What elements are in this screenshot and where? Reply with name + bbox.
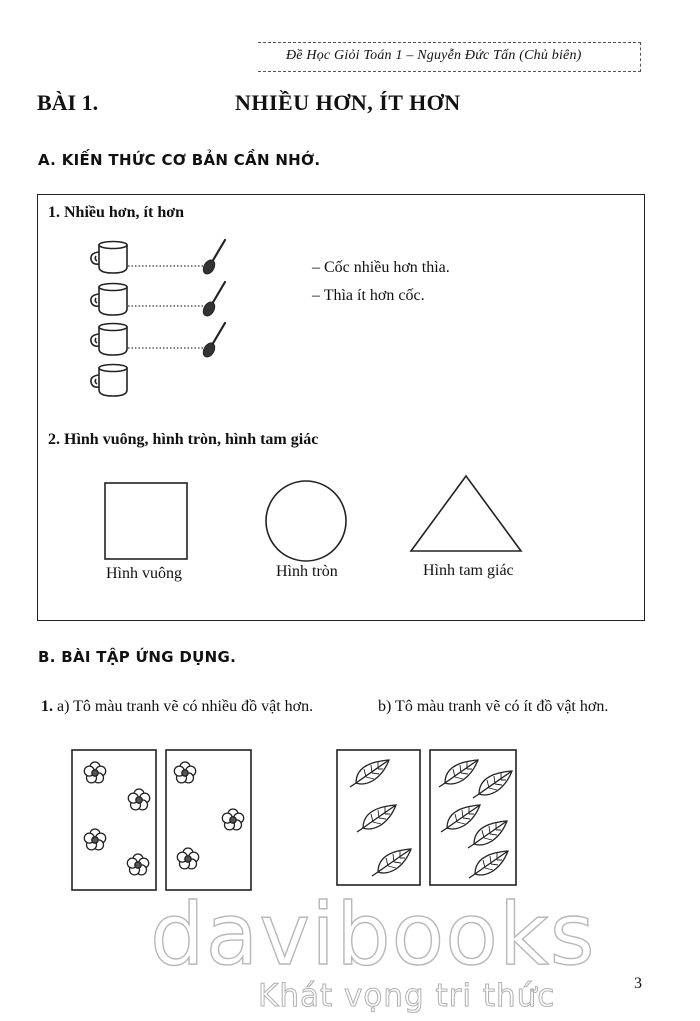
exercise1-number: 1. <box>41 698 53 715</box>
statement-more: – Cốc nhiều hơn thìa. <box>312 259 450 276</box>
exercise1-b-text: b) Tô màu tranh vẽ có ít đồ vật hơn. <box>378 698 609 715</box>
leaf-icon <box>350 760 389 787</box>
lesson-number: BÀI 1. <box>37 90 99 115</box>
cup-icon <box>91 242 127 274</box>
flower-icon <box>174 762 195 783</box>
cup-icon <box>91 284 127 316</box>
spoon-icon <box>201 323 225 359</box>
section-b-heading: B. BÀI TẬP ỨNG DỤNG. <box>38 648 237 666</box>
flower-icon <box>222 809 243 830</box>
flower-icon <box>128 789 149 810</box>
lesson-title: NHIỀU HƠN, ÍT HƠN <box>235 90 461 115</box>
leaf-icon <box>357 805 396 832</box>
section-a-heading: A. KIẾN THỨC CƠ BẢN CẦN NHỚ. <box>38 151 321 169</box>
circle-icon <box>266 481 346 561</box>
label-square: Hình vuông <box>106 565 182 582</box>
spoon-icon <box>201 282 225 318</box>
leaf-icon <box>473 771 512 798</box>
part2-heading: 2. Hình vuông, hình tròn, hình tam giác <box>48 431 319 448</box>
leaf-icon <box>469 851 508 878</box>
leaf-icon <box>468 821 507 848</box>
book-title-header: Đề Học Giỏi Toán 1 – Nguyễn Đức Tấn (Chủ biên) <box>286 48 582 63</box>
flower-icon <box>177 848 198 869</box>
leaf-icon <box>441 805 480 832</box>
page-number: 3 <box>634 975 642 992</box>
flower-icon <box>84 829 105 850</box>
flower-icon <box>84 762 105 783</box>
watermark-brand: davibooks <box>150 885 596 985</box>
cup-icon <box>91 324 127 356</box>
flower-icon <box>127 854 148 875</box>
triangle-icon <box>411 476 521 551</box>
spoon-icon <box>201 240 225 276</box>
square-icon <box>105 483 187 559</box>
cup-icon <box>91 365 127 397</box>
exercise1-a-text: a) Tô màu tranh vẽ có nhiều đồ vật hơn. <box>57 698 314 715</box>
label-circle: Hình tròn <box>276 563 338 580</box>
leaf-icon <box>439 760 478 787</box>
statement-less: – Thìa ít hơn cốc. <box>312 287 425 304</box>
watermark-slogan: Khát vọng tri thức <box>258 978 556 1014</box>
leaf-icon <box>372 849 411 876</box>
part1-heading: 1. Nhiều hơn, ít hơn <box>48 204 184 221</box>
label-triangle: Hình tam giác <box>423 562 514 579</box>
